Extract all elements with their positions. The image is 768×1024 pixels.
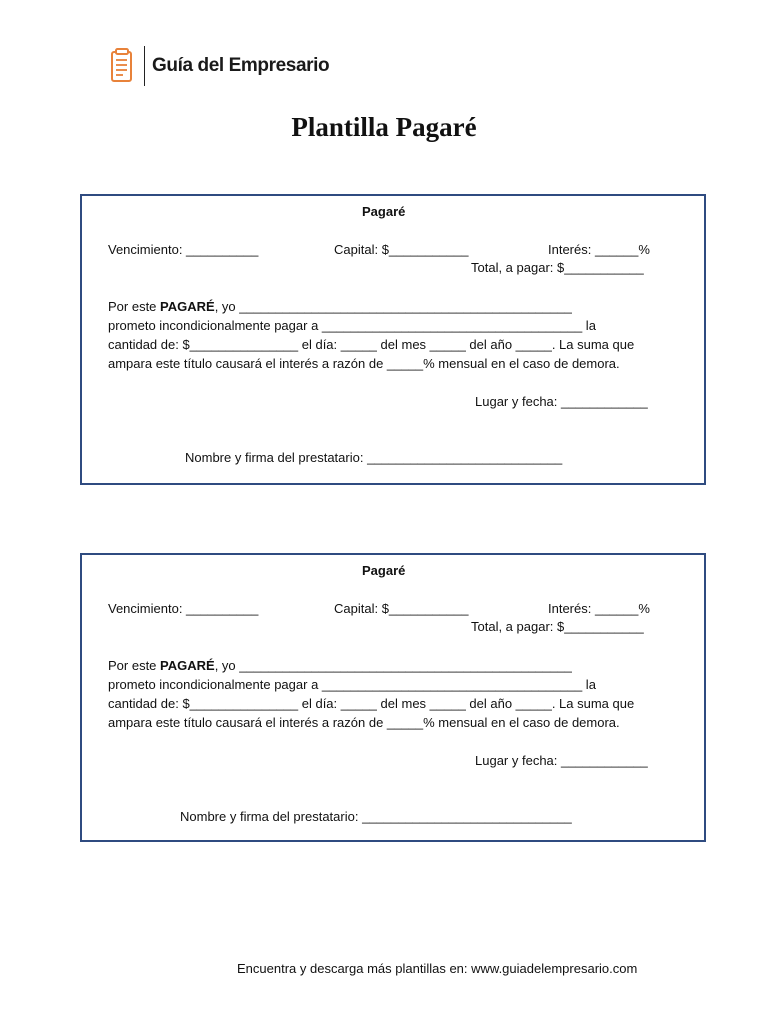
document-title: Plantilla Pagaré [291,112,477,142]
interes-field: Interés: ______% [548,242,650,257]
lugar-fecha-field: Lugar y fecha: ____________ [475,394,648,409]
firma-field: Nombre y firma del prestatario: _____________________________ [180,809,572,824]
document-icon [110,48,134,84]
body-line-1-prefix: Por este [108,658,161,673]
body-line-2: prometo incondicionalmente pagar a ____________________________________ la [108,318,596,333]
body-line-4: ampara este título causará el interés a razón de _____% mensual en el caso de demora. [108,715,620,730]
pagare-bold: PAGARÉ [160,299,215,314]
body-line-1 [108,297,572,316]
body-line-4: ampara este título causará el interés a razón de _____% mensual en el caso de demora. [108,356,620,371]
body-line-1-prefix: Por este [108,299,161,314]
logo-divider [144,46,145,86]
total-field: Total, a pagar: $___________ [471,619,644,634]
lugar-fecha-field: Lugar y fecha: ____________ [475,753,648,768]
form-heading: Pagaré [362,563,406,578]
pagare-bold: PAGARÉ [160,658,215,673]
pagare-form-2 [80,553,706,842]
brand-name: Guía del Empresario [152,55,330,76]
footer-text: Encuentra y descarga más plantillas en: www.guiadelempresario.com [237,961,638,976]
firma-field: Nombre y firma del prestatario: ___________________________ [185,450,563,465]
capital-field: Capital: $___________ [334,242,469,257]
pagare-form-1 [80,194,706,485]
interes-field: Interés: ______% [548,601,650,616]
body-line-2: prometo incondicionalmente pagar a ____________________________________ la [108,677,596,692]
body-line-1-suffix: , yo ______________________________________________ [214,299,572,314]
vencimiento-field: Vencimiento: __________ [108,242,259,257]
vencimiento-field: Vencimiento: __________ [108,601,259,616]
body-line-3: cantidad de: $_______________ el día: _____ del mes _____ del año _____. La suma que [108,696,635,711]
form-heading: Pagaré [362,204,406,219]
body-line-3: cantidad de: $_______________ el día: _____ del mes _____ del año _____. La suma que [108,337,635,352]
body-line-1 [108,656,572,675]
capital-field: Capital: $___________ [334,601,469,616]
body-line-1-suffix: , yo ______________________________________________ [214,658,572,673]
total-field: Total, a pagar: $___________ [471,260,644,275]
